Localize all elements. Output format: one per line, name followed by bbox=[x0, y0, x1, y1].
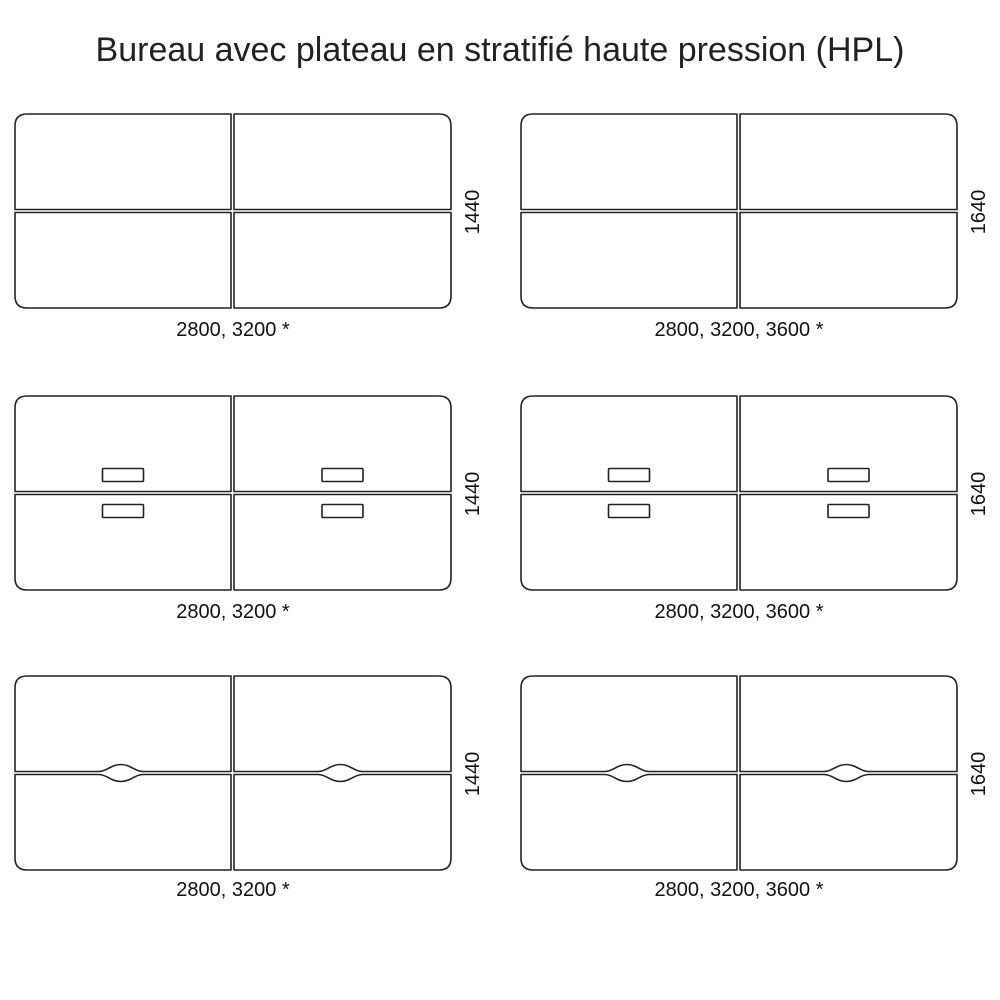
cable-port-cutout bbox=[103, 469, 144, 482]
desk-variant-2 bbox=[506, 100, 1000, 380]
cable-port-cutout bbox=[828, 469, 869, 482]
depth-dimension-label: 1440 bbox=[462, 471, 484, 517]
desk-plan-drawing bbox=[0, 662, 500, 892]
width-dimension-label: 2800, 3200, 3600 * bbox=[654, 319, 824, 341]
worksurface-top-left bbox=[15, 676, 231, 772]
desk-variant-6 bbox=[506, 662, 1000, 942]
cable-port-cutout bbox=[322, 469, 363, 482]
worksurface-bottom-left bbox=[15, 213, 231, 309]
worksurface-top-left bbox=[15, 396, 231, 492]
desk-plan-drawing bbox=[506, 662, 1000, 892]
worksurface-top-left bbox=[521, 676, 737, 772]
cable-port-cutout bbox=[609, 469, 650, 482]
width-dimension-label: 2800, 3200, 3600 * bbox=[654, 879, 824, 901]
worksurface-top-right bbox=[234, 396, 451, 492]
worksurface-bottom-left bbox=[521, 213, 737, 309]
cable-port-cutout bbox=[828, 505, 869, 518]
worksurface-bottom-right bbox=[234, 213, 451, 309]
worksurface-top-left bbox=[521, 396, 737, 492]
worksurface-bottom-right bbox=[740, 495, 957, 591]
width-dimension-label: 2800, 3200 * bbox=[176, 879, 290, 901]
depth-dimension-label: 1640 bbox=[968, 751, 990, 797]
desk-variant-3 bbox=[0, 382, 500, 662]
worksurface-top-right bbox=[740, 396, 957, 492]
worksurface-top-right bbox=[234, 676, 451, 772]
worksurface-bottom-right bbox=[740, 213, 957, 309]
worksurface-bottom-left bbox=[521, 775, 737, 871]
cable-port-cutout bbox=[322, 505, 363, 518]
desk-variant-1 bbox=[0, 100, 500, 380]
depth-dimension-label: 1640 bbox=[968, 471, 990, 517]
desk-plan-drawing bbox=[506, 382, 1000, 612]
depth-dimension-label: 1440 bbox=[462, 751, 484, 797]
worksurface-bottom-left bbox=[15, 775, 231, 871]
worksurface-top-left bbox=[15, 114, 231, 210]
page-title: Bureau avec plateau en stratifié haute pression (HPL) bbox=[95, 31, 905, 69]
desk-plan-drawing bbox=[0, 100, 500, 330]
worksurface-bottom-left bbox=[521, 495, 737, 591]
worksurface-top-right bbox=[740, 114, 957, 210]
width-dimension-label: 2800, 3200, 3600 * bbox=[654, 601, 824, 623]
width-dimension-label: 2800, 3200 * bbox=[176, 601, 290, 623]
worksurface-top-right bbox=[234, 114, 451, 210]
cable-port-cutout bbox=[609, 505, 650, 518]
width-dimension-label: 2800, 3200 * bbox=[176, 319, 290, 341]
desk-plan-drawing bbox=[506, 100, 1000, 330]
desk-variant-5 bbox=[0, 662, 500, 942]
worksurface-bottom-left bbox=[15, 495, 231, 591]
worksurface-top-left bbox=[521, 114, 737, 210]
desk-variant-4 bbox=[506, 382, 1000, 662]
worksurface-bottom-right bbox=[234, 775, 451, 871]
desk-plan-drawing bbox=[0, 382, 500, 612]
cable-port-cutout bbox=[103, 505, 144, 518]
depth-dimension-label: 1640 bbox=[968, 189, 990, 235]
worksurface-bottom-right bbox=[740, 775, 957, 871]
worksurface-bottom-right bbox=[234, 495, 451, 591]
worksurface-top-right bbox=[740, 676, 957, 772]
depth-dimension-label: 1440 bbox=[462, 189, 484, 235]
